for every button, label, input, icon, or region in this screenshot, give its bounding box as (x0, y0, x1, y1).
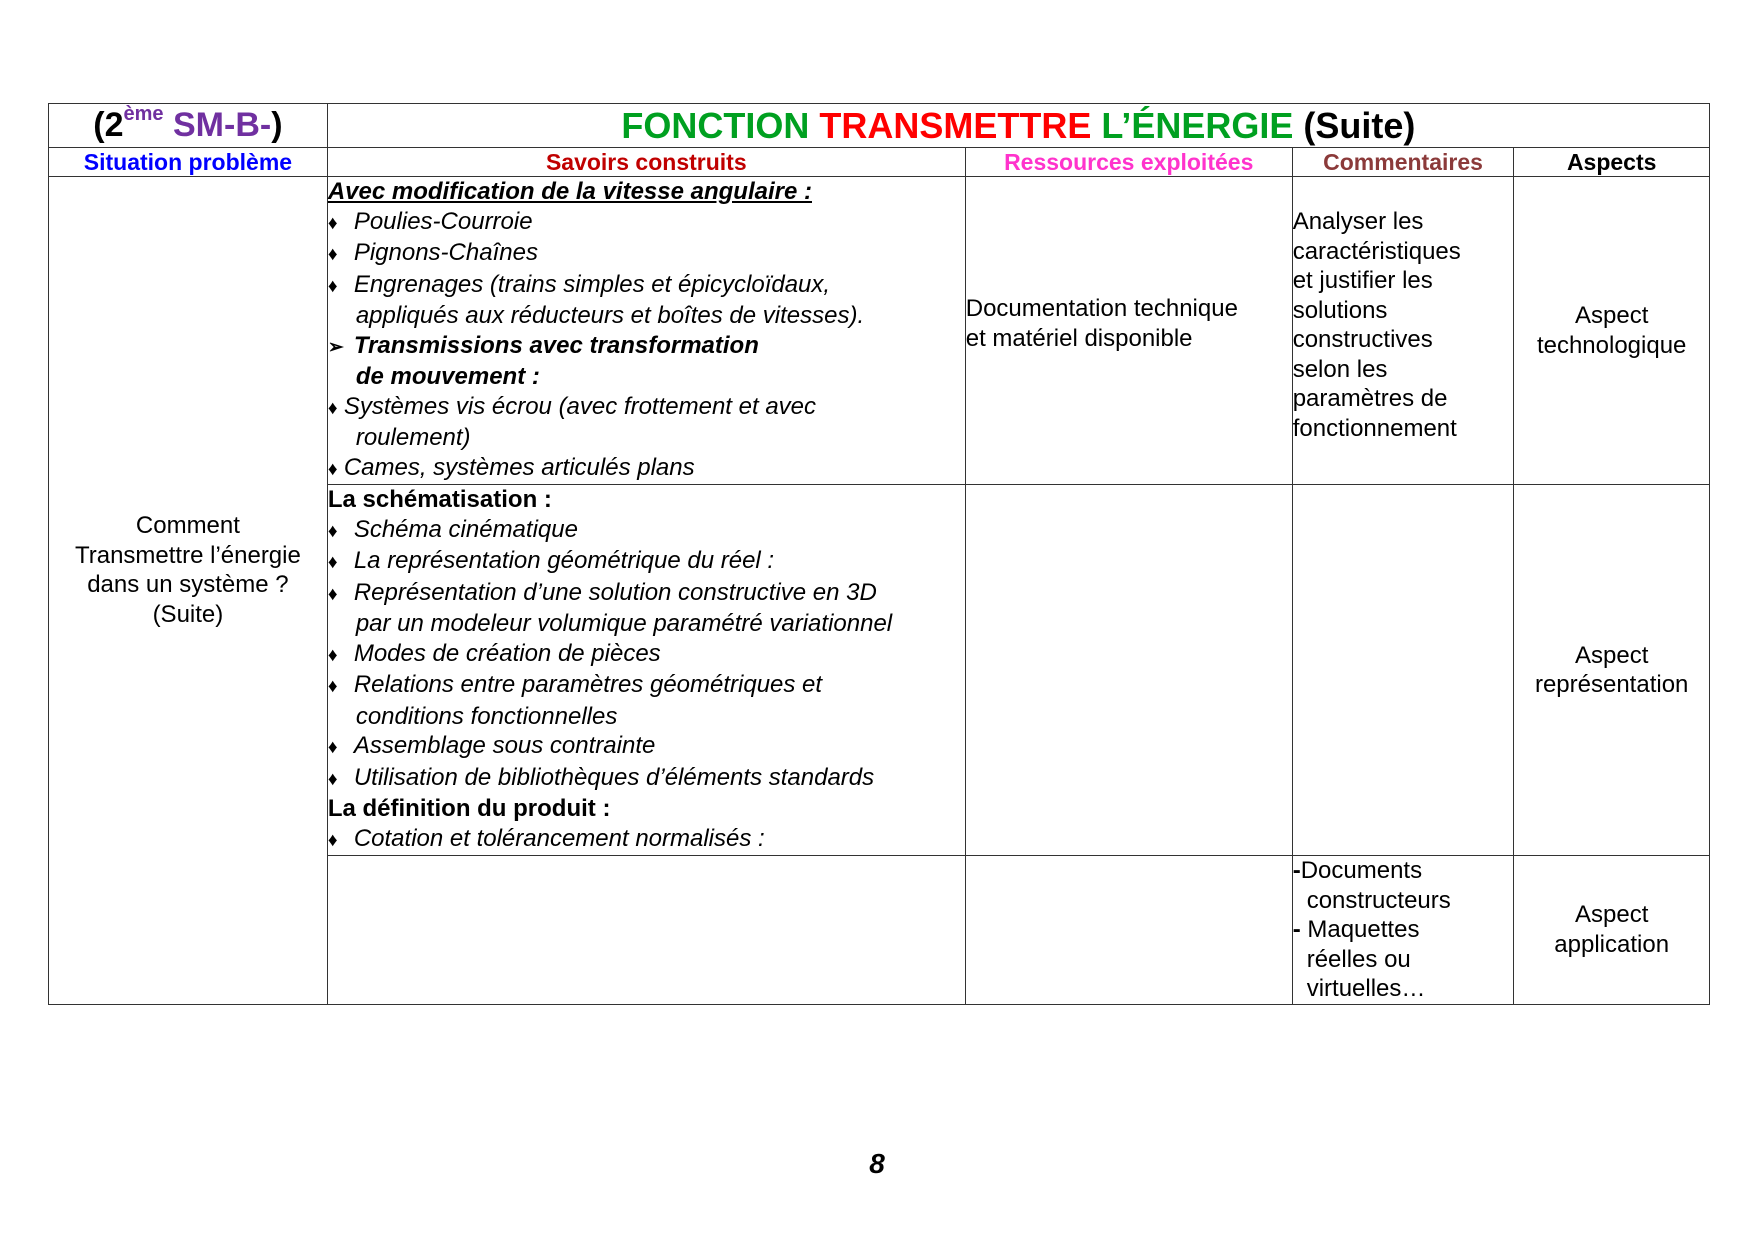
commentaire-line: solutions (1292, 296, 1388, 324)
commentaire-line: Analyser les (1292, 208, 1424, 235)
diamond-bullet-icon: ♦ (327, 583, 338, 605)
list-item: ♦ Représentation d’une solution constructive en 3D (328, 578, 965, 610)
list-item: ♦ Cotation et tolérancement normalisés : (328, 824, 965, 856)
list-item: ♦ Poulies-Courroie (328, 207, 965, 239)
aspect-line: technologique (1536, 331, 1687, 359)
savoirs-heading: La définition du produit : (327, 795, 611, 822)
savoirs-cell-3 (327, 856, 965, 1005)
col-header-situation: Situation problème (49, 148, 328, 177)
commentaire-line: réelles ou (1306, 945, 1411, 973)
situation-line: Comment (135, 512, 240, 540)
savoirs-heading: Avec modification de la vitesse angulaire : (327, 178, 812, 205)
list-item: ♦ Relations entre paramètres géométriques et (328, 670, 965, 702)
commentaire-line: caractéristiques (1292, 237, 1461, 265)
level-close: ) (271, 106, 283, 144)
dash-marker: - (1292, 857, 1301, 884)
ressources-cell-2 (965, 485, 1292, 856)
level-sup: ème (123, 102, 164, 125)
commentaire-line: -Documents (1292, 857, 1423, 884)
commentaire-line: et justifier les (1292, 267, 1433, 294)
diamond-bullet-icon: ♦ (327, 644, 338, 666)
diamond-bullet-icon: ♦ (327, 458, 338, 480)
list-item: ♦ Utilisation de bibliothèques d’éléments standards (328, 763, 965, 795)
title-part-energie: L’ÉNERGIE (1101, 104, 1294, 146)
list-item: ♦ Pignons-Chaînes (328, 238, 965, 270)
list-item: ♦ Assemblage sous contrainte (328, 731, 965, 763)
level-open: (2 (93, 106, 124, 144)
commentaire-line: virtuelles… (1306, 975, 1426, 1002)
commentaire-line: fonctionnement (1292, 414, 1457, 442)
curriculum-table (48, 103, 1710, 1005)
level-class: SM-B- (163, 106, 272, 144)
level-cell (49, 104, 328, 148)
list-item-continued: appliqués aux réducteurs et boîtes de vitesses). (355, 302, 865, 329)
commentaires-cell-1 (1292, 177, 1514, 485)
situation-cell (49, 177, 328, 1005)
diamond-bullet-icon: ♦ (327, 737, 338, 758)
title-part-suite: (Suite) (1293, 104, 1416, 146)
savoirs-cell-2 (327, 485, 965, 856)
situation-line: (Suite) (152, 600, 224, 628)
diamond-bullet-icon: ♦ (327, 244, 338, 265)
diamond-bullet-icon: ♦ (327, 397, 338, 419)
title-part-transmettre: TRANSMETTRE (819, 104, 1102, 146)
diamond-bullet-icon: ♦ (327, 275, 338, 297)
ressources-line: Documentation technique (965, 295, 1238, 322)
savoirs-heading: La schématisation : (327, 486, 552, 513)
commentaires-cell-2 (1292, 485, 1514, 856)
aspect-cell-1 (1514, 177, 1710, 485)
diamond-bullet-icon: ♦ (327, 520, 338, 542)
col-header-commentaires: Commentaires (1292, 148, 1514, 177)
diamond-bullet-icon: ♦ (327, 212, 338, 234)
diamond-bullet-icon: ♦ (327, 768, 338, 790)
list-item-continued: roulement) (355, 424, 471, 451)
list-item: ♦ La représentation géométrique du réel : (328, 546, 965, 578)
title-row (49, 104, 1710, 148)
aspect-line: Aspect (1574, 901, 1649, 929)
list-item: ♦ Systèmes vis écrou (avec frottement et avec (328, 392, 965, 424)
situation-line: dans un système ? (87, 571, 289, 599)
commentaire-line: constructeurs (1306, 886, 1451, 914)
col-header-savoirs: Savoirs construits (327, 148, 965, 177)
list-item: ♦ Cames, systèmes articulés plans (328, 453, 965, 485)
arrow-heading-continued: de mouvement : (355, 363, 540, 390)
aspect-line: Aspect (1574, 302, 1649, 329)
ressources-cell-1 (965, 177, 1292, 485)
aspect-line: représentation (1534, 671, 1689, 698)
ressources-line: et matériel disponible (965, 324, 1193, 352)
situation-line: Transmettre l’énergie (74, 541, 301, 569)
savoirs-cell-1 (327, 177, 965, 485)
arrow-heading: ➢ Transmissions avec transformation (328, 331, 965, 363)
diamond-bullet-icon: ♦ (327, 676, 338, 697)
commentaire-line: - Maquettes (1292, 916, 1420, 943)
commentaire-line: selon les (1292, 355, 1388, 383)
commentaire-line: paramètres de (1292, 385, 1448, 412)
list-item-continued: par un modeleur volumique paramétré variationnel (355, 610, 893, 637)
list-item: ♦ Engrenages (trains simples et épicycloïdaux, (328, 270, 965, 302)
title-part-fonction: FONCTION (621, 104, 820, 146)
aspect-cell-2 (1514, 485, 1710, 856)
page-number: 8 (869, 1148, 885, 1179)
arrow-bullet-icon: ➢ (327, 336, 344, 358)
col-header-aspects: Aspects (1514, 148, 1710, 177)
aspect-cell-3 (1514, 856, 1710, 1005)
page-title (327, 104, 1709, 148)
aspect-line: Aspect (1574, 641, 1649, 669)
commentaire-line: constructives (1292, 326, 1433, 353)
content-row-1 (49, 177, 1710, 485)
diamond-bullet-icon: ♦ (327, 829, 338, 851)
aspect-line: application (1554, 930, 1670, 958)
ressources-cell-3 (965, 856, 1292, 1005)
diamond-bullet-icon: ♦ (327, 552, 338, 573)
column-header-row (49, 148, 1710, 177)
list-item: ♦ Schéma cinématique (328, 515, 965, 547)
list-item: ♦ Modes de création de pièces (328, 639, 965, 671)
col-header-ressources: Ressources exploitées (965, 148, 1292, 177)
list-item-continued: conditions fonctionnelles (355, 702, 618, 730)
dash-marker: - (1292, 916, 1301, 943)
commentaires-cell-3 (1292, 856, 1514, 1005)
